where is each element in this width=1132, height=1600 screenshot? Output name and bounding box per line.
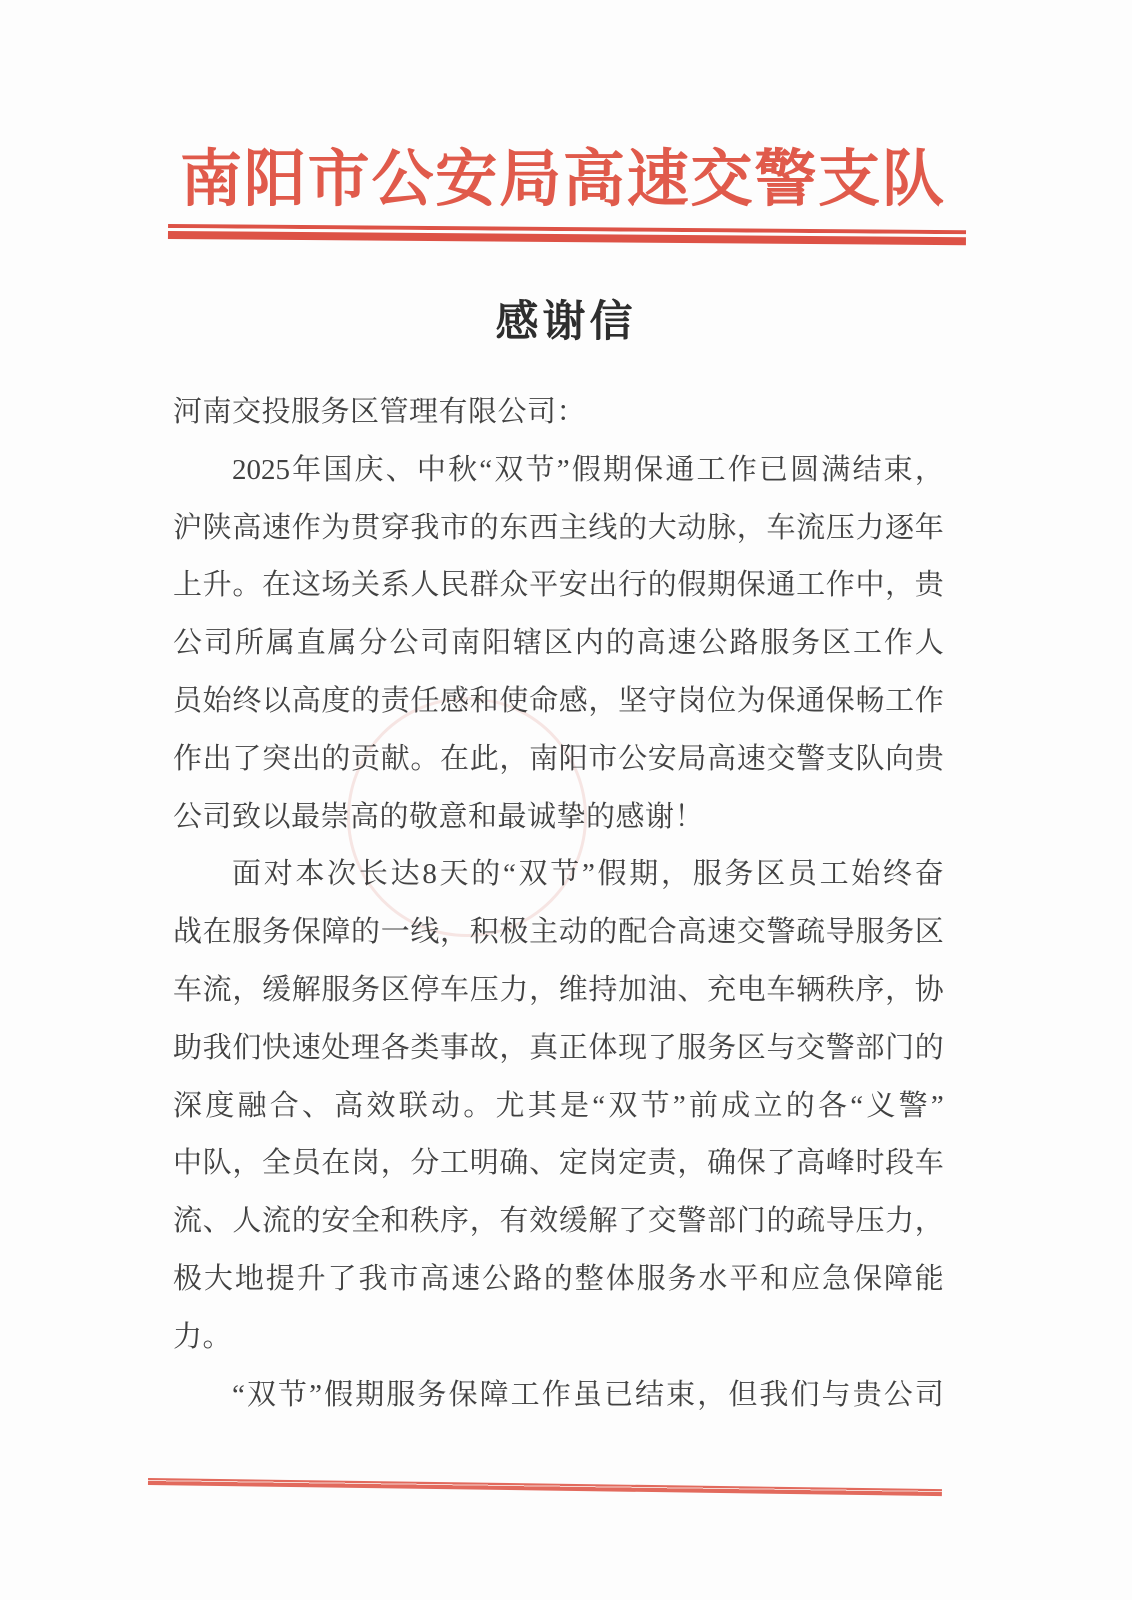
body-line-17: 力。 — [173, 1320, 233, 1353]
body-line-9: 面 对 本 次 长 达 8 天 的 “ 双 节 ” 假 期 ， 服 务 区 员 工 始 终 奋 — [232, 858, 944, 891]
body-line-12: 助 我 们 快 速 处 理 各 类 事 故 ， 真 正 体 现 了 服 务 区 与 交 警 部 门 的 — [173, 1031, 944, 1064]
letter-body — [173, 398, 944, 1438]
body-line-18: “ 双 节 ” 假 期 服 务 保 障 工 作 虽 已 结 束 ， 但 我 们 与 贵 公 司 — [232, 1378, 944, 1411]
body-line-3: 沪 陕 高 速 作 为 贯 穿 我 市 的 东 西 主 线 的 大 动 脉 ， 车 流 压 力 逐 年 — [173, 511, 944, 544]
letterhead-rule — [168, 224, 966, 245]
body-line-13: 深 度 融 合 、 高 效 联 动 。 尤 其 是 “ 双 节 ” 前 成 立 的 各 “ 义 警 ” — [173, 1089, 944, 1122]
body-line-15: 流 、 人 流 的 安 全 和 秩 序 ， 有 效 缓 解 了 交 警 部 门 的 疏 导 压 力 ， — [173, 1205, 944, 1238]
letterhead-org-name: 南 阳 市 公 安 局 高 速 交 警 支 队 — [180, 146, 944, 214]
body-line-11: 车 流 ， 缓 解 服 务 区 停 车 压 力 ， 维 持 加 油 、 充 电 车 辆 秩 序 ， 协 — [173, 973, 944, 1006]
body-line-14: 中 队 ， 全 员 在 岗 ， 分 工 明 确 、 定 岗 定 责 ， 确 保 了 高 峰 时 段 车 — [173, 1147, 944, 1180]
body-line-10: 战 在 服 务 保 障 的 一 线 ， 积 极 主 动 的 配 合 高 速 交 警 疏 导 服 务 区 — [173, 916, 944, 949]
document-title: 感谢信 — [495, 299, 637, 346]
body-line-7: 作 出 了 突 出 的 贡 献 。 在 此 ， 南 阳 市 公 安 局 高 速 交 警 支 队 向 贵 — [173, 742, 944, 775]
body-line-5: 公 司 所 属 直 属 分 公 司 南 阳 辖 区 内 的 高 速 公 路 服 务 区 工 作 人 — [173, 627, 944, 660]
body-line-4: 上 升 。 在 这 场 关 系 人 民 群 众 平 安 出 行 的 假 期 保 通 工 作 中 ， 贵 — [173, 569, 944, 602]
body-line-6: 员 始 终 以 高 度 的 责 任 感 和 使 命 感 ， 坚 守 岗 位 为 保 通 保 畅 工 作 — [173, 684, 944, 717]
footer-rule — [148, 1478, 942, 1496]
body-line-16: 极 大 地 提 升 了 我 市 高 速 公 路 的 整 体 服 务 水 平 和 应 急 保 障 能 — [173, 1262, 944, 1295]
body-line-2: 2025 年 国 庆 、 中 秋 “ 双 节 ” 假 期 保 通 工 作 已 圆 满 结 束 ， — [232, 453, 944, 486]
salutation-line: 河南交投服务区管理有限公司： — [173, 396, 587, 428]
body-line-8: 公司致以最崇高的敬意和最诚挚的感谢！ — [173, 800, 705, 833]
